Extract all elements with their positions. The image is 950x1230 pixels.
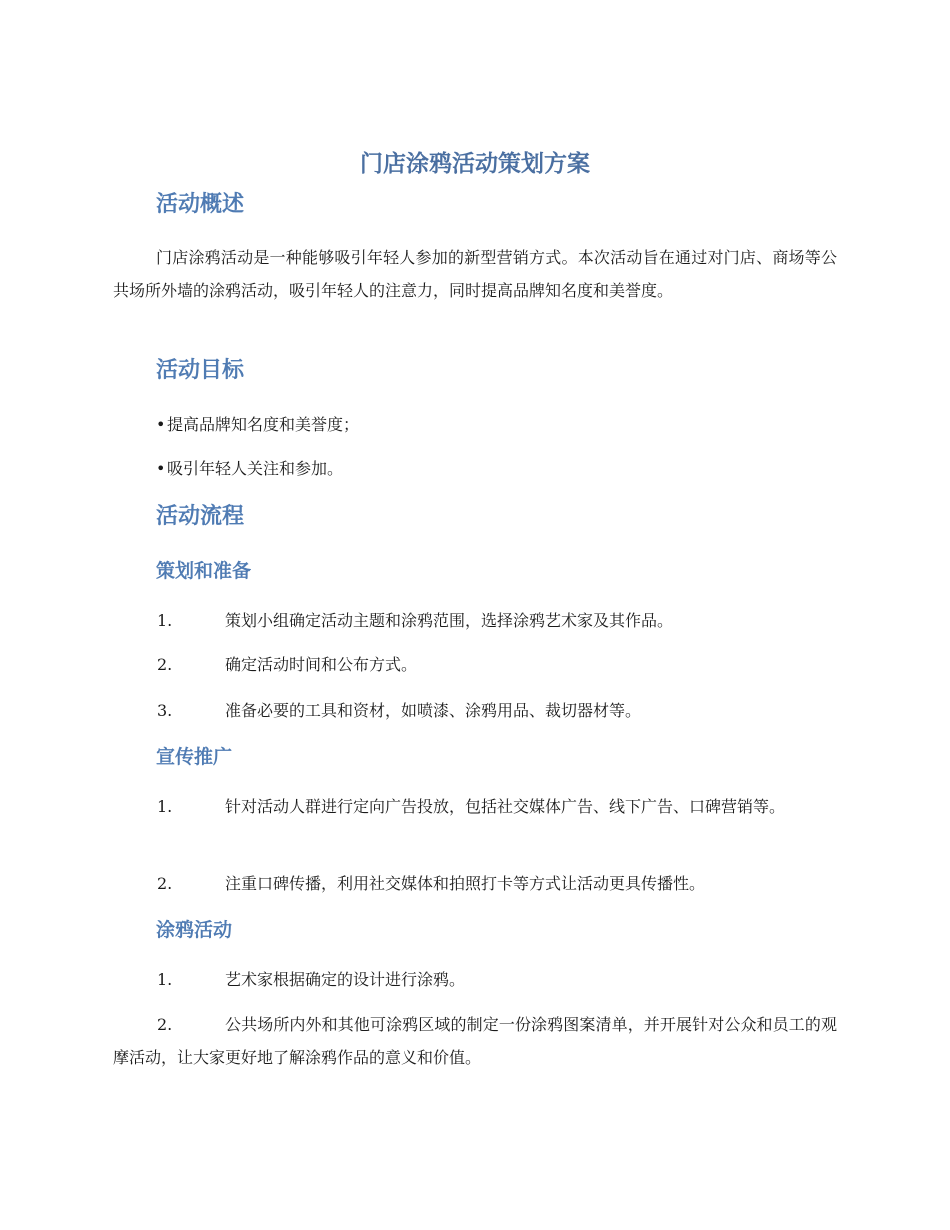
list-item xyxy=(113,867,837,900)
list-item-text: 确定活动时间和公布方式。 xyxy=(225,655,418,674)
document-title: 门店涂鸦活动策划方案 xyxy=(360,151,590,177)
list-item xyxy=(113,1008,837,1074)
list-item-number: 3. xyxy=(157,701,173,720)
list-item-text: 准备必要的工具和资材，如喷漆、涂鸦用品、裁切器材等。 xyxy=(225,701,642,720)
bullet-icon: • xyxy=(156,459,166,478)
goal-item-text: 吸引年轻人关注和参加。 xyxy=(167,459,344,478)
list-item-number: 1. xyxy=(157,797,173,816)
heading-process: 活动流程 xyxy=(156,504,245,529)
list-item xyxy=(113,694,837,727)
heading-goals: 活动目标 xyxy=(156,358,245,383)
list-item-number: 1. xyxy=(157,970,173,989)
heading-overview: 活动概述 xyxy=(156,192,245,217)
list-item-text: 针对活动人群进行定向广告投放，包括社交媒体广告、线下广告、口碑营销等。 xyxy=(225,797,786,816)
list-item xyxy=(113,604,837,637)
list-item-text: 公共场所内外和其他可涂鸦区域的制定一份涂鸦图案清单，并开展针对公众和员工的观摩活动，让大家更好地了解涂鸦作品的意义和价值。 xyxy=(113,1015,837,1067)
list-item-text: 艺术家根据确定的设计进行涂鸦。 xyxy=(225,970,466,989)
heading-graffiti: 涂鸦活动 xyxy=(156,919,233,941)
list-item xyxy=(113,963,837,996)
heading-planning: 策划和准备 xyxy=(156,560,252,582)
goal-item-text: 提高品牌知名度和美誉度； xyxy=(167,415,360,434)
list-item xyxy=(113,648,837,681)
list-item xyxy=(113,790,837,823)
list-item-text: 策划小组确定活动主题和涂鸦范围，选择涂鸦艺术家及其作品。 xyxy=(225,611,674,630)
overview-paragraph: 门店涂鸦活动是一种能够吸引年轻人参加的新型营销方式。本次活动旨在通过对门店、商场等公共场所外墙的涂鸦活动，吸引年轻人的注意力，同时提高品牌知名度和美誉度。 xyxy=(113,248,837,300)
goal-item xyxy=(156,457,343,481)
list-item-text: 注重口碑传播，利用社交媒体和拍照打卡等方式让活动更具传播性。 xyxy=(225,874,706,893)
list-item-number: 1. xyxy=(157,611,173,630)
goal-item xyxy=(156,413,359,437)
list-item-number: 2. xyxy=(157,655,173,674)
list-item-number: 2. xyxy=(157,1015,173,1034)
heading-promotion: 宣传推广 xyxy=(156,746,233,768)
bullet-icon: • xyxy=(156,415,166,434)
list-item-number: 2. xyxy=(157,874,173,893)
